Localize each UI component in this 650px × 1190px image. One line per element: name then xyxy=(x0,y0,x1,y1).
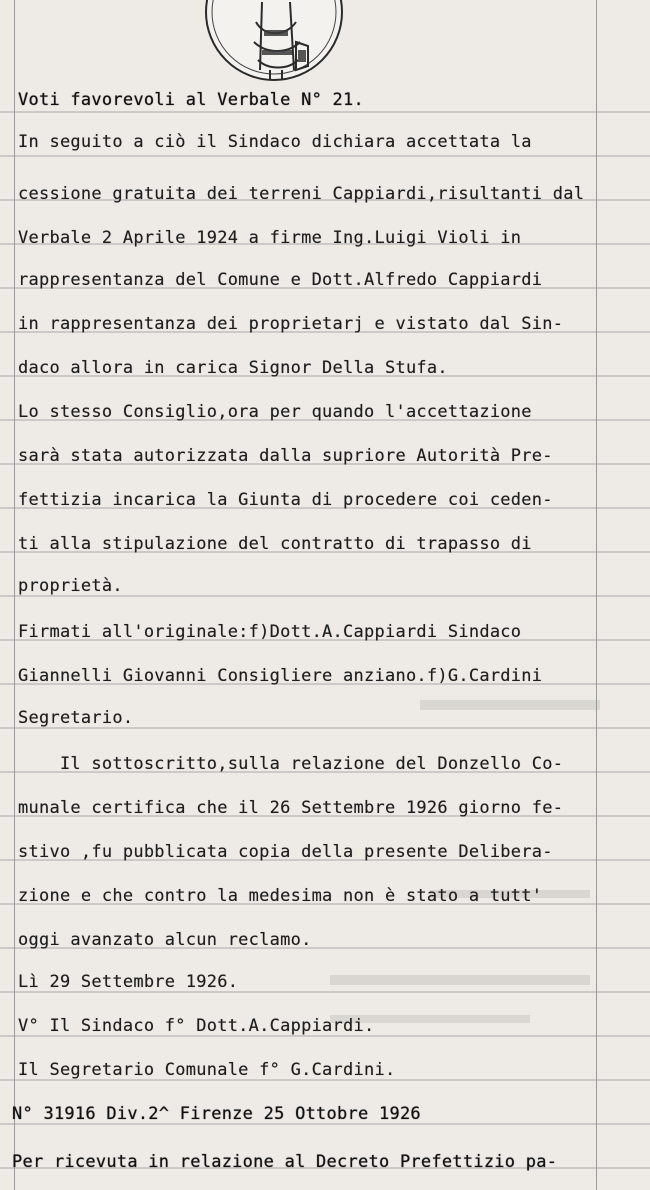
text-line-13: Firmati all'originale:f)Dott.A.Cappiardi Sindaco xyxy=(18,622,522,642)
left-margin-line xyxy=(14,0,15,1190)
official-seal-image xyxy=(204,0,344,82)
text-line-24: N° 31916 Div.2^ Firenze 25 Ottobre 1926 xyxy=(12,1104,421,1124)
right-margin-line xyxy=(596,0,597,1190)
text-line-17: munale certifica che il 26 Settembre 1926 giorno fe- xyxy=(18,798,564,818)
text-line-14: Giannelli Giovanni Consigliere anziano.f)G.Cardini xyxy=(18,666,543,686)
text-line-21: Lì 29 Settembre 1926. xyxy=(18,972,239,992)
text-line-19: zione e che contro la medesima non è stato a tutt' xyxy=(18,886,543,906)
text-line-18: stivo ,fu pubblicata copia della presente Delibera- xyxy=(18,842,553,862)
text-line-20: oggi avanzato alcun reclamo. xyxy=(18,930,312,950)
text-line-16: Il sottoscritto,sulla relazione del Donzello Co- xyxy=(18,754,564,774)
text-line-4: Verbale 2 Aprile 1924 a firme Ing.Luigi Violi in xyxy=(18,228,522,248)
text-line-1: Voti favorevoli al Verbale N° 21. xyxy=(18,90,365,110)
seal-inscription-group xyxy=(230,0,249,1)
seal-inscription xyxy=(230,0,249,1)
text-line-22: V° Il Sindaco f° Dott.A.Cappiardi. xyxy=(18,1016,375,1036)
text-line-8: Lo stesso Consiglio,ora per quando l'accettazione xyxy=(18,402,532,422)
text-line-15: Segretario. xyxy=(18,708,134,728)
text-line-2: In seguito a ciò il Sindaco dichiara accettata la xyxy=(18,132,532,152)
text-line-11: ti alla stipulazione del contratto di trapasso di xyxy=(18,534,532,554)
text-line-7: daco allora in carica Signor Della Stufa. xyxy=(18,358,448,378)
text-line-3: cessione gratuita dei terreni Cappiardi,risultanti dal xyxy=(18,184,585,204)
text-line-5: rappresentanza del Comune e Dott.Alfredo Cappiardi xyxy=(18,270,543,290)
text-line-25: Per ricevuta in relazione al Decreto Prefettizio pa- xyxy=(12,1152,558,1172)
text-line-9: sarà stata autorizzata dalla supriore Autorità Pre- xyxy=(18,446,553,466)
text-line-23: Il Segretario Comunale f° G.Cardini. xyxy=(18,1060,396,1080)
text-line-10: fettizia incarica la Giunta di procedere coi ceden- xyxy=(18,490,553,510)
text-line-12: proprietà. xyxy=(18,576,123,596)
text-line-6: in rappresentanza dei proprietarj e vistato dal Sin- xyxy=(18,314,564,334)
